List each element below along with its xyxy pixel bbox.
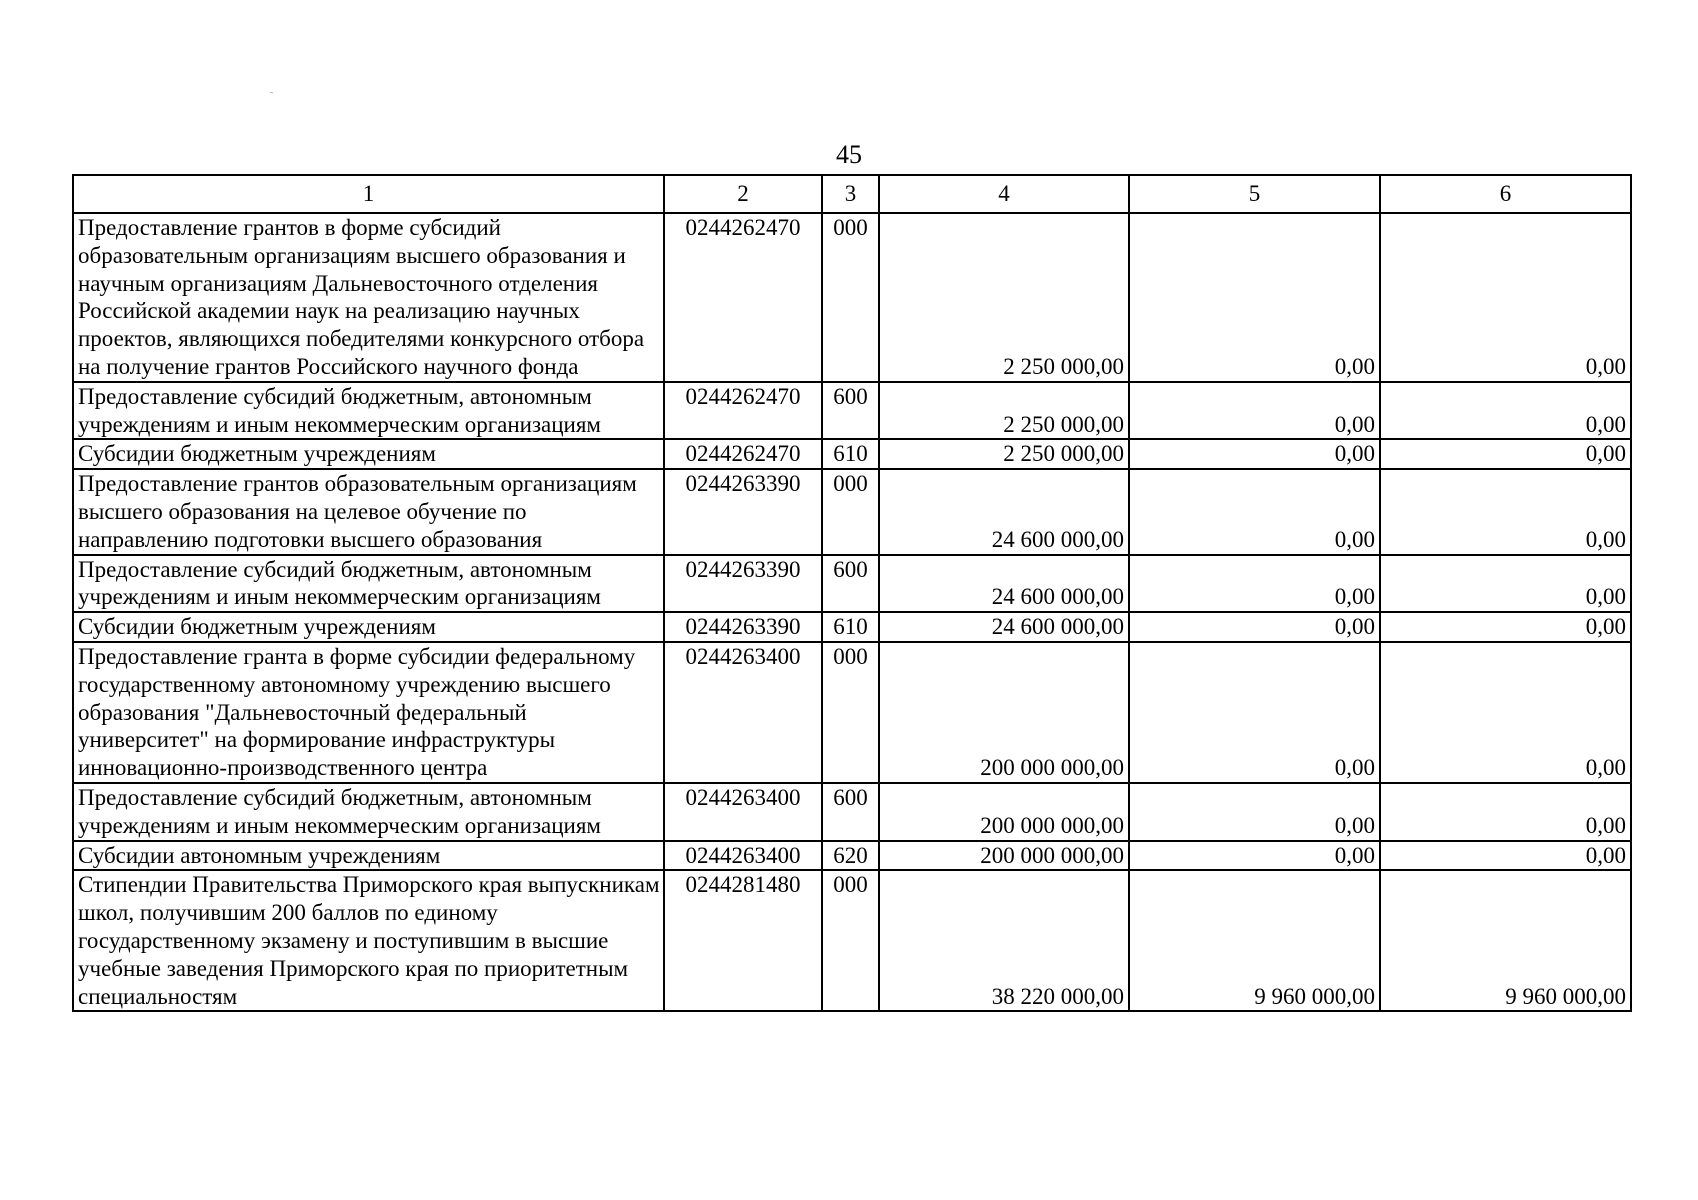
row-amount-col4: 24 600 000,00 xyxy=(879,469,1129,554)
row-name: Субсидии автономным учреждениям xyxy=(73,841,664,871)
table-row xyxy=(73,469,1631,554)
row-name: Предоставление субсидий бюджетным, автономным учреждениям и иным некоммерческим организациям xyxy=(73,555,664,613)
row-amount-col5: 0,00 xyxy=(1129,642,1380,783)
row-target-code: 0244263390 xyxy=(664,555,822,613)
row-amount-col4: 200 000 000,00 xyxy=(879,642,1129,783)
row-amount-col5: 0,00 xyxy=(1129,555,1380,613)
header-row xyxy=(73,175,1631,213)
row-amount-col5: 0,00 xyxy=(1129,469,1380,554)
row-expense-type: 600 xyxy=(822,382,879,440)
row-expense-type: 610 xyxy=(822,612,879,642)
row-target-code: 0244262470 xyxy=(664,213,822,382)
row-amount-col6: 0,00 xyxy=(1380,555,1631,613)
row-amount-col6: 0,00 xyxy=(1380,783,1631,841)
table-row xyxy=(73,213,1631,382)
header-col-5: 5 xyxy=(1129,175,1380,213)
row-amount-col4: 24 600 000,00 xyxy=(879,555,1129,613)
row-target-code: 0244263390 xyxy=(664,469,822,554)
row-expense-type: 000 xyxy=(822,213,879,382)
row-amount-col6: 0,00 xyxy=(1380,612,1631,642)
row-name: Предоставление субсидий бюджетным, автономным учреждениям и иным некоммерческим организациям xyxy=(73,382,664,440)
row-name: Стипендии Правительства Приморского края выпускникам школ, получившим 200 баллов по единому государственному экзамену и поступившим в высшие учебные заведения Приморского края по приоритетным специальностям xyxy=(73,870,664,1011)
row-target-code: 0244263400 xyxy=(664,783,822,841)
header-col-3: 3 xyxy=(822,175,879,213)
row-amount-col5: 0,00 xyxy=(1129,382,1380,440)
row-name: Субсидии бюджетным учреждениям xyxy=(73,612,664,642)
row-expense-type: 620 xyxy=(822,841,879,871)
row-name: Предоставление грантов образовательным организациям высшего образования на целевое обучение по направлению подготовки высшего образования xyxy=(73,469,664,554)
table-row xyxy=(73,870,1631,1011)
row-amount-col4: 2 250 000,00 xyxy=(879,382,1129,440)
row-target-code: 0244262470 xyxy=(664,382,822,440)
row-amount-col5: 0,00 xyxy=(1129,213,1380,382)
row-target-code: 0244263400 xyxy=(664,841,822,871)
row-amount-col4: 200 000 000,00 xyxy=(879,783,1129,841)
row-amount-col6: 0,00 xyxy=(1380,382,1631,440)
row-amount-col4: 2 250 000,00 xyxy=(879,439,1129,469)
row-expense-type: 000 xyxy=(822,469,879,554)
row-target-code: 0244263390 xyxy=(664,612,822,642)
table-row xyxy=(73,439,1631,469)
table-row xyxy=(73,841,1631,871)
row-amount-col5: 0,00 xyxy=(1129,612,1380,642)
row-expense-type: 000 xyxy=(822,642,879,783)
row-amount-col6: 0,00 xyxy=(1380,469,1631,554)
row-expense-type: 600 xyxy=(822,555,879,613)
row-target-code: 0244262470 xyxy=(664,439,822,469)
row-amount-col6: 0,00 xyxy=(1380,213,1631,382)
row-target-code: 0244263400 xyxy=(664,642,822,783)
row-amount-col4: 38 220 000,00 xyxy=(879,870,1129,1011)
row-amount-col4: 24 600 000,00 xyxy=(879,612,1129,642)
table-row xyxy=(73,382,1631,440)
table-row xyxy=(73,555,1631,613)
table-row xyxy=(73,783,1631,841)
page-number: 45 xyxy=(836,140,862,169)
row-amount-col6: 0,00 xyxy=(1380,642,1631,783)
row-amount-col4: 2 250 000,00 xyxy=(879,213,1129,382)
row-amount-col5: 9 960 000,00 xyxy=(1129,870,1380,1011)
row-expense-type: 000 xyxy=(822,870,879,1011)
header-col-1: 1 xyxy=(73,175,664,213)
row-amount-col5: 0,00 xyxy=(1129,783,1380,841)
row-amount-col6: 0,00 xyxy=(1380,439,1631,469)
row-amount-col4: 200 000 000,00 xyxy=(879,841,1129,871)
row-amount-col6: 0,00 xyxy=(1380,841,1631,871)
row-amount-col5: 0,00 xyxy=(1129,439,1380,469)
row-target-code: 0244281480 xyxy=(664,870,822,1011)
table-row xyxy=(73,612,1631,642)
header-col-4: 4 xyxy=(879,175,1129,213)
row-name: Предоставление субсидий бюджетным, автономным учреждениям и иным некоммерческим организациям xyxy=(73,783,664,841)
row-name: Предоставление грантов в форме субсидий образовательным организациям высшего образования и научным организациям Дальневосточного отделения Российской академии наук на реализацию научных проектов, являющихся победителями конкурсного отбора на получение грантов Российского научного фонда xyxy=(73,213,664,382)
header-col-2: 2 xyxy=(664,175,822,213)
budget-table xyxy=(72,174,1632,1012)
scan-speck xyxy=(270,92,273,93)
header-col-6: 6 xyxy=(1380,175,1631,213)
row-expense-type: 600 xyxy=(822,783,879,841)
row-name: Субсидии бюджетным учреждениям xyxy=(73,439,664,469)
row-amount-col5: 0,00 xyxy=(1129,841,1380,871)
row-amount-col6: 9 960 000,00 xyxy=(1380,870,1631,1011)
row-name: Предоставление гранта в форме субсидии федеральному государственному автономному учреждению высшего образования "Дальневосточный федеральный университет" на формирование инфраструктуры инновационно-производственного центра xyxy=(73,642,664,783)
row-expense-type: 610 xyxy=(822,439,879,469)
table-row xyxy=(73,642,1631,783)
